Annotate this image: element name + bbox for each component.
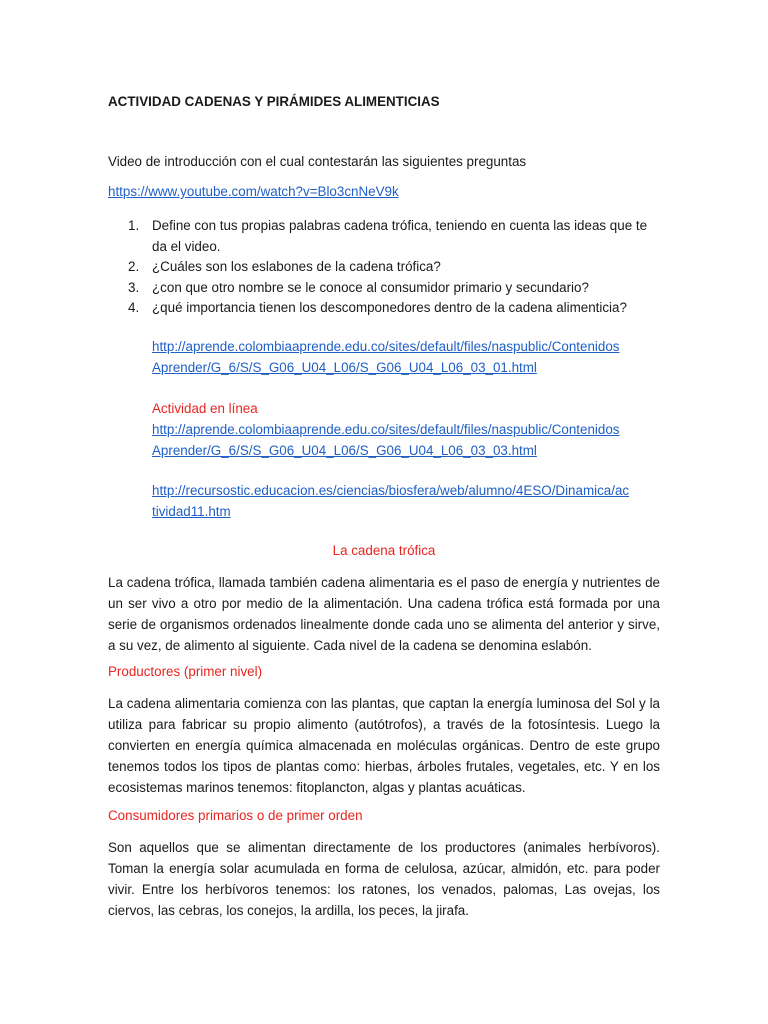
link-line[interactable]: Aprender/G_6/S/S_G06_U04_L06/S_G06_U04_L06_03_03.html (152, 443, 537, 458)
list-number: 1. (128, 218, 140, 233)
intro-text: Video de introducción con el cual contestarán las siguientes preguntas (108, 154, 527, 169)
resource-link-1[interactable] (152, 336, 672, 378)
paragraph-consumidores: Son aquellos que se alimentan directamente de los productores (animales herbívoros). Toman la energía solar acumulada en forma de celulosa, azúcar, almidón, etc. para poder vivir. Entre los herbívoros tenemos: los ratones, los venados, palomas, Las ovejas, los ciervos, las cebras, los conejos, la ardilla, los peces, la jirafa. (108, 840, 660, 918)
list-number: 4. (128, 300, 140, 315)
list-number: 2. (128, 259, 140, 274)
list-number: 3. (128, 279, 140, 295)
question-text: ¿qué importancia tienen los descomponedores dentro de la cadena alimenticia? (152, 300, 627, 315)
question-list (128, 216, 668, 319)
question-text: Define con tus propias palabras cadena trófica, teniendo en cuenta las ideas que te (152, 218, 648, 233)
resource-link-3[interactable] (152, 480, 672, 522)
link-line[interactable]: tividad11.htm (152, 504, 231, 519)
link-line[interactable]: http://aprende.colombiaaprende.edu.co/sites/default/files/naspublic/Contenidos (152, 339, 620, 354)
paragraph-intro: La cadena trófica, llamada también cadena alimentaria es el paso de energía y nutrientes de un ser vivo a otro por medio de la alimentación. Una cadena trófica está formada por una serie de organismos ordenados linealmente donde cada uno se alimenta del anterior y sirve, a su vez, de alimento al siguiente. Cada nivel de la cadena se denomina eslabón. (108, 575, 660, 653)
section-title-productores: Productores (primer nivel) (108, 664, 263, 679)
question-text-cont: da el video. (152, 238, 221, 254)
link-line[interactable]: http://recursostic.educacion.es/ciencias/biosfera/web/alumno/4ESO/Dinamica/ac (152, 483, 630, 498)
list-item (128, 298, 668, 319)
section-heading: La cadena trófica (332, 543, 436, 558)
youtube-link[interactable]: https://www.youtube.com/watch?v=Blo3cnNeV9k (108, 184, 399, 199)
actividad-label: Actividad en línea (152, 401, 258, 416)
section-title-consumidores: Consumidores primarios o de primer orden (108, 808, 363, 823)
paragraph-productores: La cadena alimentaria comienza con las plantas, que captan la energía luminosa del Sol y la utiliza para fabricar su propio alimento (autótrofos), a través de la fotosíntesis. Luego la convierten en energía química almacenada en moléculas orgánicas. Dentro de este grupo tenemos todos los tipos de plantas como: hierbas, árboles frutales, vegetales, etc. Y en los ecosistemas marinos tenemos: fitoplancton, algas y plantas acuáticas. (108, 696, 660, 795)
list-item (128, 257, 668, 278)
link-line[interactable]: http://aprende.colombiaaprende.edu.co/sites/default/files/naspublic/Contenidos (152, 422, 620, 437)
document-title: ACTIVIDAD CADENAS Y PIRÁMIDES ALIMENTICIAS (108, 94, 440, 109)
question-text: ¿con que otro nombre se le conoce al consumidor primario y secundario? (152, 279, 589, 295)
link-line[interactable]: Aprender/G_6/S/S_G06_U04_L06/S_G06_U04_L06_03_01.html (152, 360, 537, 375)
resource-link-2[interactable] (152, 419, 672, 461)
list-item (128, 278, 668, 299)
question-text: ¿Cuáles son los eslabones de la cadena trófica? (152, 259, 441, 274)
list-item (128, 216, 668, 257)
